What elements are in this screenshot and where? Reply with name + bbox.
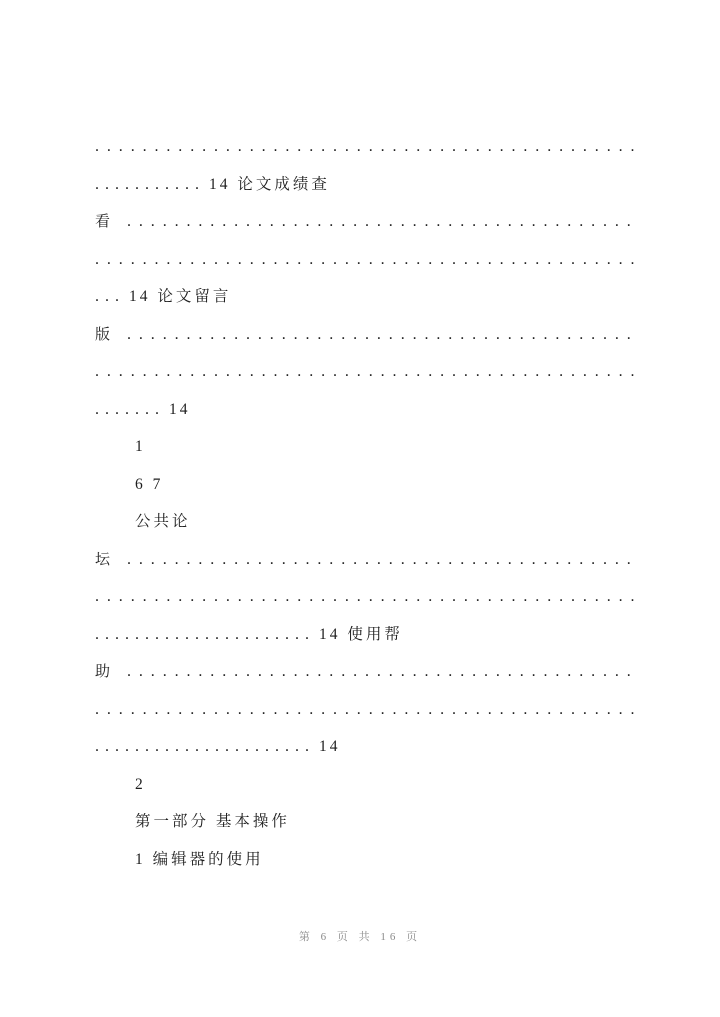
toc-line	[95, 541, 695, 579]
toc-line	[95, 241, 695, 279]
leader-dots: ......................	[95, 738, 315, 755]
page-number: 14	[169, 400, 191, 418]
section-heading: 第一部分 基本操作	[135, 813, 290, 830]
table-of-contents	[95, 128, 695, 878]
toc-line	[95, 353, 695, 391]
toc-line	[95, 691, 695, 729]
toc-entry-char: 看	[95, 214, 111, 230]
leader-dots: ..............................................	[95, 363, 643, 380]
toc-line	[95, 203, 695, 241]
leader-dots: ...........................................	[127, 663, 639, 680]
leader-dots: ...........................................	[127, 325, 639, 343]
toc-line	[95, 316, 695, 354]
leader-dots: ...	[95, 288, 125, 305]
toc-line	[95, 653, 695, 691]
paragraph-line: 6 7	[135, 475, 164, 493]
toc-line	[95, 278, 695, 316]
page-footer: 第 6 页 共 16 页	[298, 931, 422, 943]
toc-entry-char: 版	[95, 326, 111, 343]
toc-line	[95, 728, 695, 766]
toc-line	[95, 391, 695, 429]
toc-line	[95, 616, 695, 654]
leader-dots: ......................	[95, 625, 315, 643]
paragraph-line: 1	[135, 438, 146, 455]
leader-dots: ...........................................	[127, 213, 639, 230]
leader-dots: ..............................................	[95, 250, 643, 268]
toc-entry-char: 坛	[95, 551, 111, 568]
toc-line	[95, 578, 695, 616]
leader-dots: ...........................................	[127, 550, 639, 568]
leader-dots: ...........	[95, 175, 205, 193]
leader-dots: .......	[95, 400, 165, 418]
paragraph-line: 2	[135, 775, 146, 793]
subsection-heading: 1 编辑器的使用	[135, 850, 264, 868]
toc-entry-text: 14 论文留言	[129, 288, 232, 305]
paragraph-line: 公共论	[135, 513, 191, 530]
toc-entry-text: 14 使用帮	[319, 625, 403, 643]
page-number: 14	[319, 738, 341, 755]
leader-dots: ..............................................	[95, 138, 643, 155]
leader-dots: ..............................................	[95, 588, 643, 605]
toc-entry-text: 14 论文成绩查	[209, 175, 330, 193]
toc-line	[95, 128, 695, 166]
toc-line	[95, 166, 695, 204]
leader-dots: ..............................................	[95, 700, 643, 718]
toc-entry-char: 助	[95, 664, 111, 680]
